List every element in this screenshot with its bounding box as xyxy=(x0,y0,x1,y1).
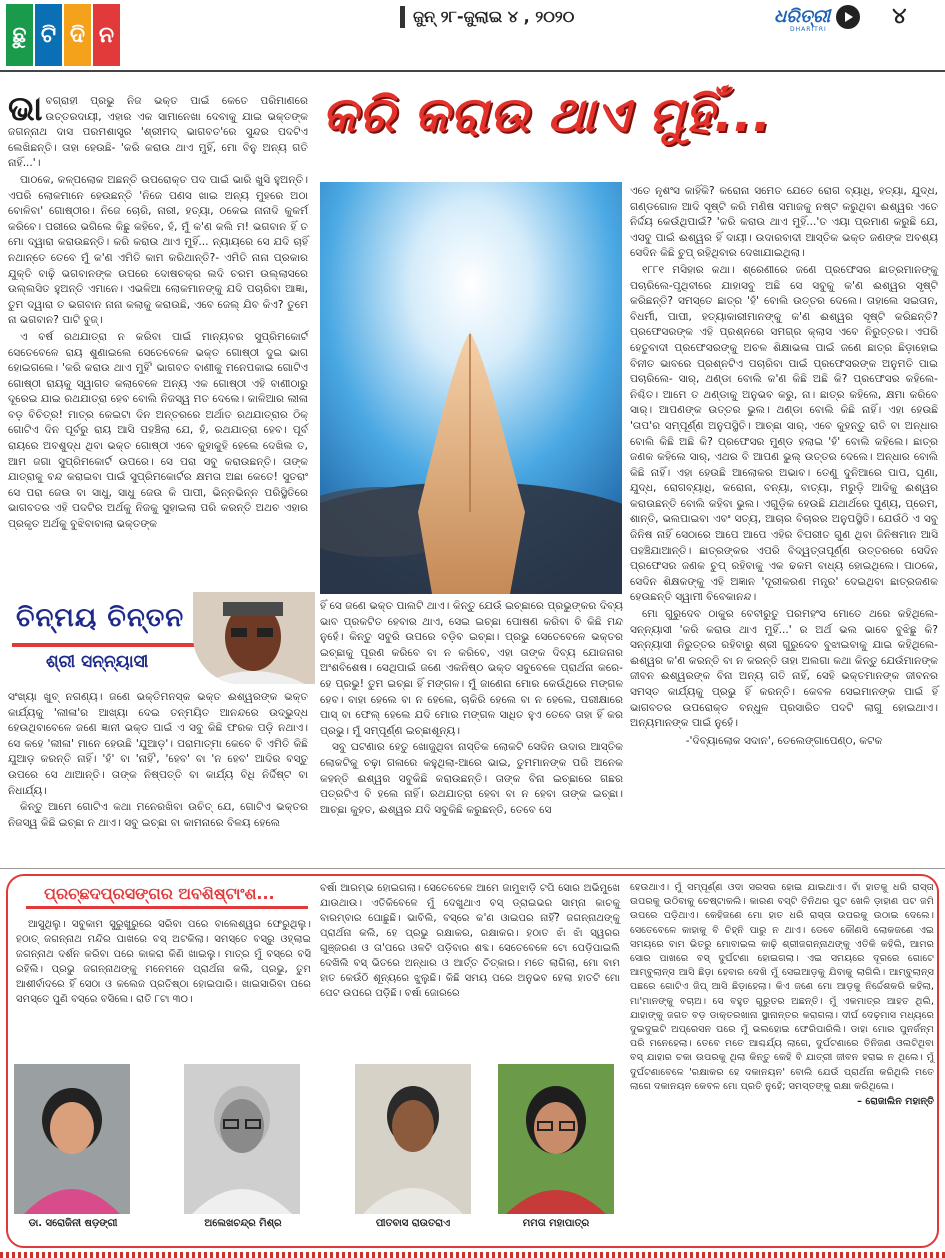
article-paragraph: ଏତେ ନୃଶଂସ କାହିଁକି? କରୋନା ସମେତ ଯେତେ ରୋଗ ବ୍ୟାଧି, ହତ୍ୟା, ଯୁଦ୍ଧ, ଗଣ୍ଡଗୋଳ ଆଦି ସୃଷ୍ଟି କରି ମଣିଷ ସମାଜକୁ ନଷ୍ଟ କରୁଥିବା ଈଶ୍ୱର ଏତେ ନିର୍ଦ୍ଦୟ କେଉଁଥିପାଇଁ? 'କରି କରାଉ ଥାଏ ମୁହିଁ...'ତ ଏୟା ପ୍ରମାଣ କରୁଛି ଯେ, ଏସବୁ ପାଇଁ ଈଶ୍ୱର ହିଁ ଦାୟୀ। ଉଦାରବାଦୀ ଆସ୍ତିକ ଭକ୍ତ ଜଣଙ୍କ ଅବଶ୍ୟ ସେଦିନ କିଛି ଚୁପ୍ ରହିଥିବାର ଦେଖାଯାଇଥିଲା। xyxy=(630,185,938,260)
play-icon xyxy=(836,5,860,29)
section-divider xyxy=(0,868,945,869)
continuation-column-2 xyxy=(320,881,620,1002)
header-rule xyxy=(0,70,945,72)
brand-logo: ଧରିତ୍ରୀ xyxy=(774,6,831,27)
continuation-title-underline xyxy=(26,906,308,909)
author-photo xyxy=(193,592,315,684)
column-logo-title: ଚିନ୍ମୟ ଚିନ୍ତନ xyxy=(16,603,185,633)
portrait-caption-1: ଡା. ସରୋଜିନୀ ଷଡ଼ଙ୍ଗୀ xyxy=(28,1218,118,1229)
masthead xyxy=(6,4,122,68)
portrait-3 xyxy=(355,1064,471,1214)
article-headline: କରି କରାଉ ଥାଏ ମୁହିଁ... xyxy=(322,87,772,143)
article-column-2-lower xyxy=(320,599,623,819)
article-column-1 xyxy=(8,89,308,534)
masthead-letter-3: ଦି xyxy=(64,4,91,66)
author-address: -'ଦିବ୍ୟାଲୋକ ସଦାନ', ତେଲେଙ୍ଗାପେଣ୍ଠ, କଟକ xyxy=(685,734,883,747)
continuation-signature: – ରୋଜାଲିନ ମହାନ୍ତି xyxy=(857,1096,934,1108)
prayer-hands-image xyxy=(320,182,622,594)
portrait-4 xyxy=(498,1064,614,1214)
author-name: ଶ୍ରୀ ସନ୍ନ୍ୟାସୀ xyxy=(46,652,149,672)
portrait-caption-4: ମମତା ମହାପାତ୍ର xyxy=(522,1218,590,1229)
column-logo-rule xyxy=(12,643,196,647)
date-bar xyxy=(400,6,405,28)
continuation-column-3 xyxy=(630,881,934,1110)
article-paragraph: ପାଠକେ, କଳ୍ପଲୋକ ଅଛନ୍ତି ଉପରୋକ୍ତ ପଦ ପାଇଁ ଭାରି ଖୁସି ହୁଅନ୍ତି। ଏପରି ଲୋକମାନେ ହେଉଛନ୍ତି 'ନିଜେ ପଣସ ଖାଇ ଅନ୍ୟ ମୁହରେ ଅଠା ବୋଳିବା' ଗୋଷ୍ଠୀର। ନିଜେ ଚୋରି, ନାରୀ, ହତ୍ୟା, ଠକେଇ ନାନାଦି କୁକର୍ମ କରିବେ। ପରୀରେ ଭଗିଲେ କିଛୁ କହିବେ, ହଁ, ମୁଁ କ'ଣ କଲି ମ! ଭଗବାନ ହିଁ ତ ମୋ ଦ୍ୱାରା କରାଉଛନ୍ତି। କରି କରାଉ ଥାଏ ମୁହିଁ... ନ୍ୟାୟରେ ସେ ଯଦି ଚାହିଁ ନଥାନ୍ତେ ତେବେ ମୁଁ କ'ଣ ଏମିତି କାମ କରିଥାନ୍ତି?- ଏମିତି ନାନା ପ୍ରକାର ଯୁକ୍ତି ବାଢ଼ି ଭଗବାନଙ୍କ ଉପରେ ଦୋଷଚକ୍ର ଲଦି ଚରମ ଉଲ୍ଲାସରେ ଉଲ୍ଲସିତ ହୁଅନ୍ତି ଏମାନେ। ଏଭଳିଆ ଲୋକମାନଙ୍କୁ ଯଦି ପଚାରିବା ଆଜ୍ଞା, ତୁମ ଦ୍ୱାରା ତ ଭଗବାନ ନାନା କଲାକୁ କରାଉଛି, ଏବେ ଜେଲ୍ ଯିବ କିଏ? ତୁମେ ନା ଭଗବାନ? ପାଟି ବୁଜ୍। xyxy=(8,173,308,327)
continuation-paragraph: ବର୍ଷା ଆରମ୍ଭ ହୋଇଗଲା। ସେତେବେଳେ ଆମେ ଜାମୁଝାଡ଼ି ଟପି ସୋର ଅଭିମୁଖେ ଯାଉଥାଉ। ଏତିକିବେଳେ ମୁଁ ଦେଖୁଥାଏ ବସ୍ ଡ୍ରାଇଭର ସାମ୍ନା କାଚକୁ ବାରମ୍ବାର ପୋଛୁଛି। ଭାବିଲି, ବସ୍‌ରେ କ'ଣ ଓାଇପର ନାହିଁ? ଜଗନ୍ନାଥଙ୍କୁ ପ୍ରାର୍ଥନା କଲି, ହେ ପ୍ରଭୁ ରକ୍ଷାକର, ରକ୍ଷାକର। ହଠାତ ଝାଁ ଝାଁ ସ୍ୱରର ଗୁଞ୍ଜରଣ ଓ ତା'ପରେ ଓଳଟି ପଡ଼ିବାର ଶବ୍ଦ। ସେତେବେଳେ ଟୋ ପେଡ଼ିପାଇଲି ଦେଖିଲି ବସ୍ ଭିତରେ ଅନ୍ଧାର ଓ ଆର୍ତ୍ତ ଚିତ୍କାର। ମତେ ଲାଗିଲା, ମୋ ବାମ ହାତ କେଉଁଠି ଶୂନ୍ୟରେ ଝୁଲୁଛି। କିଛି ସମୟ ପରେ ଅନୁଭବ ହେଲା ହାତଟି ମୋ ପେଟ ଉପରେ ପଡ଼ିଛି। ବର୍ଷା ଜୋରରେ xyxy=(320,883,620,999)
article-paragraph: ମୋ ଗୁରୁଦେବ ଠାକୁର ବେବୀରୁତୁ ପରମହଂସ ମୋତେ ଥରେ କହିଥିଲେ-ସନ୍ନ୍ୟାସୀ 'କରି କରାଉ ଥାଏ ମୁହିଁ...' ର ଅର୍ଥ ଭଲ ଭାବେ ବୁଝିଛୁ କି? ସନ୍ନ୍ୟାସୀ ନିରୁତ୍ତର ରହିବାରୁ ଶ୍ରୀ ଗୁରୁଦେବ ବୁଝାଇବାକୁ ଯାଇ କହିଥିଲେ-ଈଶ୍ୱର କ'ଣ କରନ୍ତି ବା ନ କରନ୍ତି ତାହା ଅଲଗା କଥା କିନ୍ତୁ ଯେଉଁମାନଙ୍କ ଜୀବନ ଈଶ୍ୱରଙ୍କ ବିନା ଅନ୍ୟ ଗତି ନାହିଁ, ସେହି ଭକ୍ତମାନଙ୍କ ଜୀବନର ସମସ୍ତ କାର୍ଯ୍ୟକୁ ପ୍ରଭୁ ହିଁ କରନ୍ତି। କେବଳ ସେଇମାନଙ୍କ ପାଇଁ ହିଁ ଭାଗବତର ଉପରୋକ୍ତ ବନ୍ଧୁଳ ପ୍ରସାରିତ ପଦଟି ଲାଗୁ ହୋଇଥାଏ। ଅନ୍ୟମାନଙ୍କ ପାଇଁ ନୁହେଁ। xyxy=(630,608,938,730)
article-paragraph: ସବୁ ଘଟଣାର ହେତୁ ଖୋଜୁଥିବା ନାସ୍ତିକ ଲୋକଟି ସେଦିନ ଉଦାର ଆସ୍ତିକ ଲୋକଟିକୁ ଚଢ଼ା ଗଳାରେ କହୁଥିଲା-ଆରେ ଭାଇ, ତୁମମାନଙ୍କ ପରି ଅନେକ କହନ୍ତି ଈଶ୍ୱର ସବୁକିଛି କରାଉଛନ୍ତି। ତାଙ୍କ ବିନା ଇଚ୍ଛାରେ ଗଛର ପତ୍ରଟିଏ ବି ହଲେ ନାହିଁ। ରଥଯାତ୍ରା ହେବା ବା ନ ହେବା ତାଙ୍କ ଇଚ୍ଛା। ଆଚ୍ଛା କୁହତ, ଈଶ୍ୱର ଯଦି ସବୁକିଛି କରୁଛନ୍ତି, ତେବେ ସେ xyxy=(320,741,623,816)
article-paragraph: କିନ୍ତୁ ଆମେ ଗୋଟିଏ କଥା ମନେରଖିବା ଉଚିତ୍ ଯେ, ଗୋଟିଏ ଭକ୍ତର ନିଜସ୍ୱ କିଛି ଇଚ୍ଛା ନ ଥାଏ। ସବୁ ଇଚ୍ଛା ବା କାମନାରେ ବିଳୟ ହେଲେ xyxy=(8,801,308,829)
article-paragraph: ୧୮୮୧ ମସିହାର କଥା। ଶ୍ରେଣୀରେ ଜଣେ ପ୍ରଫେସର ଛାତ୍ରମାନଙ୍କୁ ପଚାରିଲେ-ପୃଥିବୀରେ ଯାହାସବୁ ଅଛି ସେ ସବୁକୁ କ'ଣ ଈଶ୍ୱର ସୃଷ୍ଟି କରିଛନ୍ତି? ସମସ୍ତେ ଛାତ୍ର 'ହଁ' ବୋଲି ଉତ୍ତର ଦେଲେ। ତାହାଲେ ସଇତାନ, ବିଧର୍ମୀ, ପାପୀ, ହତ୍ୟାକାରୀମାନଙ୍କୁ କ'ଣ ଈଶ୍ୱର ସୃଷ୍ଟି କରିଛନ୍ତି? ପ୍ରଫେସରଙ୍କ ଏହି ପ୍ରଶ୍ନରେ ସମଗ୍ର କ୍ଲାସ ଏବେ ନିରୁତ୍ତର। ଏପରି ହେତୁବାଦୀ ପ୍ରଫେସରଙ୍କୁ ଅଚଳ ଶିକ୍ଷାଭଳା ପାଇଁ ଜଣେ ଛାତ୍ର ଛିଡ଼ାହୋଇ ବିନୀତ ଭାବରେ ପ୍ରଶ୍ନଟିଏ ପଚାରିବା ପାଇଁ ପ୍ରଫେସରଙ୍କ ଅନୁମତି ପାଇ ପଚାରିଲେ- ସାର୍, ଥଣ୍ଡା ବୋଲି କ'ଣ କିଛି ଅଛି କି? ପ୍ରଫେସର କହିଲେ-ନିଶ୍ଚିତ। ଆମେ ତ ଥଣ୍ଡାକୁ ଅନୁଭବ କରୁ, ନା। ଛାତ୍ର କହିଲେ, କ୍ଷମା କରିବେ ସାର୍। ଆପଣଙ୍କ ଉତ୍ତର ଭୁଲ। ଥଣ୍ଡା ବୋଲି କିଛି ନାହିଁ। ଏହା ହେଉଛି 'ତାପ'ର ସମ୍ପୂର୍ଣ୍ଣ ଅନୁପସ୍ଥିତି। ଆଚ୍ଛା ସାର୍, ଏବେ କୁହନ୍ତୁ ରାତି ବା ଅନ୍ଧାର ବୋଲି କିଛି ଅଛି କି? ପ୍ରଫେସର ମୁଣ୍ଡ ହଲାଇ 'ହଁ' ବୋଲି କହିଲେ। ଛାତ୍ର ଜଣକ କହିଲେ ସାର୍, ଏଥର ବି ଆପଣ ଭୁଲ୍ ଉତ୍ତର ଦେଲେ। ଅନ୍ଧାର ବୋଲି କିଛି ନାହିଁ। ଏହା ହେଉଛି ଆଲୋକର ଅଭାବ। ତେଣୁ ଦୁନିଆରେ ପାପ, ଘୃଣା, ଯୁଦ୍ଧ, ରୋଗବ୍ୟାଧି, କରୋନା, ବନ୍ୟା, ବାତ୍ୟା, ମରୁଡ଼ି ଆଦିକୁ ଈଶ୍ୱର କରାଉଛନ୍ତି ବୋଲି କହିବା ଭୁଲ। ଏଗୁଡ଼ିକ ହେଉଛି ଯଥାର୍ଥରେ ପୁଣ୍ୟ, ପ୍ରେମ, ଶାନ୍ତି, ଭଲପାଇବା ଏବଂ ସତ୍ୟ, ଆଚାର ବିଚାରର ଅନୁପସ୍ଥିତି। ଯେଉଁଠି ଏ ସବୁ ଜିନିଷ ନାହିଁ ସେଠାରେ ଆପେ ଆପେ ଏହିର ବିପରୀତ ଗୁଣ ଥିବା ଜିନିଷମାନ ଆସି ପହଞ୍ଚିଯାଆନ୍ତି। ଛାତ୍ରଙ୍କର ଏପରି ବିଦ୍ୱତ୍ତାପୂର୍ଣ୍ଣ ଉତ୍ତରରେ ସେଦିନ ପ୍ରଫେସର ଜଣକ ଚୁପ୍ ରହିବାକୁ ଏକ ଢକମ ବାଧ୍ୟ ହୋଇଥିଲେ। ପାଠକେ, ସେଦିନ ଶିକ୍ଷକଙ୍କୁ ଏହି ଅଜ୍ଞାନ 'ଦୂରୀକରଣ ମନ୍ତ୍ର' ଦେଇଥିବା ଛାତ୍ରଜଣକ ହେଉଛନ୍ତି ସ୍ୱାମୀ ବିବେକାନନ୍ଦ। xyxy=(630,263,938,604)
article-column-3 xyxy=(630,184,938,750)
page-number: ୪ xyxy=(892,4,907,29)
issue-date: ଜୁନ୍ ୨୮-ଜୁଲାଇ ୪ , ୨୦୨୦ xyxy=(413,7,575,26)
date-line xyxy=(400,6,574,28)
portrait-2 xyxy=(184,1064,300,1214)
article-lead: ଭାବଗ୍ରାହୀ ପ୍ରଭୁ ନିଜ ଭକ୍ତ ପାଇଁ କେତେ ପରିମାଣରେ ଉତ୍ତରଦାୟୀ, ଏହାର ଏକ ସାମାନେଖା ଦେବାକୁ ଯାଇ ଭକ୍ତଙ୍କ ଜଗନ୍ନାଥ ଦାସ ପରମଶାସ୍ତ୍ର 'ଶ୍ରୀମଦ୍ ଭାଗବତ'ରେ ସୁନ୍ଦର ପଦଟିଏ ଲେଖିଛନ୍ତି। ତାହା ହେଉଛି- 'କରି କରାଉ ଥାଏ ମୁହିଁ, ମୋ ବିନୁ ଅନ୍ୟ ଗତି ନାହିଁ...'। xyxy=(8,89,308,170)
masthead-letter-1: ଛୁ xyxy=(6,4,33,66)
footer-dotted-band xyxy=(0,1252,945,1258)
masthead-letter-4: ନ xyxy=(93,4,120,66)
portrait-1 xyxy=(14,1064,130,1214)
continuation-paragraph: ଆସୁଥିଲୁ। ସବୁକାମ ସୁରୁଖୁରୁରେ ସରିବା ପରେ ବାଲେଶ୍ୱର ଫେରୁଥିଲୁ। ହଠାତ୍ ଜଗନ୍ନାଥ ମନ୍ଦିର ପାଖରେ ବସ୍ ଅଟକିଲା। ସମସ୍ତେ ବସ୍‌ରୁ ଓହ୍ଲାଇ ଜଗନ୍ନାଥ ଦର୍ଶନ କରିବା ପରେ କାକରା କିଣି ଖାଇଲୁ। ମାତ୍ର ମୁଁ ବସ୍‌ରେ ବସି ରହିଲି। ପ୍ରଭୁ ଜଗନ୍ନାଥଙ୍କୁ ମନେମନେ ପ୍ରାର୍ଥନା କଲି, ପ୍ରଭୁ, ତୁମ ଆଶୀର୍ବାଦରେ ହିଁ ସେଠା ଓ କଲେଜ ପ୍ରତିଷ୍ଠା ହୋଇପାରି। ଖାଇସାରିବା ପରେ ସମସ୍ତେ ପୁଣି ବସ୍‌ରେ ବସିଲେ। ରାତି ୮ଟା ୩୦। xyxy=(16,919,311,1005)
continuation-column-1 xyxy=(16,917,311,1008)
article-paragraph: ହିଁ ସେ ଜଣେ ଭକ୍ତ ପାଲଟି ଥାଏ। କିନ୍ତୁ ଯେଉଁ ଇଚ୍ଛାରେ ପ୍ରଭୁଙ୍କର ଦିବ୍ୟ ଭାବ ପ୍ରକଟିତ ହେବାର ଥାଏ, ସେଇ ଇଚ୍ଛା ପୋଷଣ କରିବା ବି କିଛି ମନ୍ଦ ନୁହେଁ। କିନ୍ତୁ ସବୁରି ଉପରେ ବଡ଼ିବ ଇଚ୍ଛା। ପ୍ରଭୁ ସେତେବେଳେ ଭକ୍ତର ଇଚ୍ଛାକୁ ପୂରଣ କରିବେ ବା ନ କରିବେ, ଏହା ତାଙ୍କ ଦିବ୍ୟ ଯୋଜନାର ଅଂଶବିଶେଷ। ସେଥିପାଇଁ ଜଣେ ଏକନିଷ୍ଠ ଭକ୍ତ ସବୁବେଳେ ପ୍ରାର୍ଥନା କରେ- ହେ ପ୍ରଭୁ! ତୁମ ଇଚ୍ଛା ହିଁ ମଙ୍ଗଳ। ମୁଁ ଜାଣେନା ମୋର କେଉଁଥିରେ ମଙ୍ଗଳ ହେବ। ବାହା ହେଲେ ବା ନ ହେଲେ, ଚାକିରି ହେଲେ ବା ନ ହେଲେ, ପରୀକ୍ଷାରେ ପାସ୍ ବା ଫେଲ୍ ହେଲେ ଯଦି ମୋର ମଙ୍ଗଳ ସାଧିତ ହୁଏ ତେବେ ତାହା ହିଁ କର ପ୍ରଭୁ। ମୁଁ ସମ୍ପୂର୍ଣ୍ଣ ଇଚ୍ଛାଶୂନ୍ୟ। xyxy=(320,600,623,737)
article-column-1-lower xyxy=(8,690,308,832)
brand-sub: DHARITRI xyxy=(790,26,827,33)
dropcap: ଭା xyxy=(8,89,43,129)
masthead-letter-2: ଟି xyxy=(35,4,62,66)
article-paragraph: ଏ ବର୍ଷ ରଥଯାତ୍ରା ନ କରିବା ପାଇଁ ମାନ୍ୟବର ସୁପ୍ରିମକୋର୍ଟ ସେତେବେଳେ ରାୟ ଶୁଣାଇଲେ ସେତେବେଳେ ଭକ୍ତ ଗୋଷ୍ଠୀ ଦୁଇ ଭାଗ ହୋଇଗଲେ। 'କରି କରାଉ ଥାଏ ମୁହିଁ' ଭାଗବତ ବାଣୀକୁ ମନେପକାଇ ଗୋଟିଏ ଗୋଷ୍ଠୀ ରାୟକୁ ସ୍ୱାଗତ କଲାବେଳେ ଅନ୍ୟ ଏକ ଗୋଷ୍ଠୀ ଏହି ବାଣୀଠାରୁ ଦୂରେଇ ଯାଇ ରଥଯାତ୍ରା ହେବ ବୋଲି ନିଜସ୍ୱ ମତ ଦେଲେ। କାଳିଆର ଲୀଳା ବଡ଼ ବିଚିତ୍ର! ମାତ୍ର କେଇଟା ଦିନ ଅନ୍ତରରେ ଅର୍ଥାତ ରଥଯାତ୍ରାର ଠିକ୍ ଗୋଟିଏ ଦିନ ପୂର୍ବରୁ ରାୟ ଆସି ପହଞ୍ଚିଲା ଯେ, ହଁ, ରଥଯାତ୍ରା ହେବ। ପୂର୍ବ ରାୟରେ ଅବଶୁଦ୍ଧ ଥିବା ଭକ୍ତ ଗୋଷ୍ଠୀ ଏବେ କୁହାକୁହି ହେଲେ ଦେଖିଲ ତ, ଆମ ଜଗା ସୁପ୍ରିମକୋର୍ଟ ଉପରେ। ସେ ପରା ସବୁ କରାଉଛନ୍ତି। ତାଙ୍କ ଯାତ୍ରାକୁ ବନ୍ଦ କରାଇବା ପାଇଁ ସୁପ୍ରିମକୋର୍ଟର କ୍ଷମତା ଅଛା କେତେ! ସୁତରାଂ ସେ ପରା ଜେଉ ବା ସାଧୁ, ସାଧୁ ଜେଉ କି ପାପୀ, ଭିନ୍ନଭିନ୍ନ ପରିସ୍ଥିତିରେ ଭାଗବତର ଏହି ପଦଟିର ଅର୍ଥକୁ ନିଜକୁ ସୁହାଇଲା ପରି କରନ୍ତି ଅଥଚ ଏହାର ପ୍ରକୃତ ଅର୍ଥକୁ ବୁଝିବାବାଲା ଭକ୍ତଙ୍କ xyxy=(8,330,308,531)
continuation-title: ପ୍ରଚ୍ଛଦପ୍ରସଙ୍ଗର ଅବଶିଷ୍ଟାଂଶ... xyxy=(44,884,275,903)
continuation-paragraph: ହେଉଥାଏ। ମୁଁ ସମ୍ପୂର୍ଣ୍ଣ ଓଦା ସରସର ହୋଇ ଯାଇଥାଏ। ବାଁ ହାତକୁ ଧରି ରାସ୍ତା ଉପରକୁ ଉଠିବାକୁ ଚେଷ୍ଟାକଲି। କାରଣ ବସ୍‌ଟି ତିନିଥର ପୁଟ ଖେଳି ଡ଼ାହାଣ ପଟ ଜମି ଉପରେ ପଡ଼ିଥାଏ। କେହିଜଣେ ମୋ ହାତ ଧରି ରାସ୍ତା ଉପରକୁ ଉଠାଇ ଦେଲେ। ସେତେବେଳେ କାହାକୁ ବି ଚିହ୍ନି ପାରୁ ନ ଥାଏ। ଡେବେ କୌଣସି ଲୋକଜଣେ ଏଇ ସମୟରେ ବାମ ଭିତରୁ ମୋବାଇଲ କାଢ଼ି ଶ୍ରୀଜଗନ୍ନାଥଙ୍କୁ ଏତିକି କହିଲି, ଆମର ସୋର ପାଖରେ ବସ୍ ଦୁର୍ଘଟଣା ହୋଇଗଲା। ଏଇ ସମୟରେ ଦୂରରେ ଗୋଟେ ଆମ୍ବୁଲାନ୍ସ ଆସି ଛିଡ଼ା ହେବାର ଦେଖି ମୁଁ ସେଇଆଡ଼କୁ ଯିବାକୁ ଲାଗିଲି। ଆମ୍ବୁଲାନ୍ସ ପଛରେ ଗୋଟିଏ ଜିପ୍ ଆସି ଛିଡ଼ାହେଲା। କିଏ ଜଣେ ମୋ ଆଡ଼କୁ ନିର୍ଦ୍ଦେଶକରି କହିଲା, ମା'ମାନଙ୍କୁ ବଚାଅ। ସେ ବହୁତ ଗୁରୁତର ଅଛନ୍ତି। ମୁଁ ଏକମାତ୍ର ଆହତ ଥିଲି, ଯାହାଙ୍କୁ ଜଗତ ବଡ଼ ଡାକ୍ତରଖାନା ସ୍ଥାନାନ୍ତର କରାଗଲା। ଦୀର୍ଘ ଦେଢ଼ମାସ ମଧ୍ୟରେ ଦୁଇଦୁଇଟି ଅପ୍ରେସନ ପରେ ମୁଁ ଭଲହୋଇ ଫେରିପାରିଲି। ଡାହା ମୋର ପୁନର୍ଜନ୍ମ ପରି ମନେହେଲା। ତେବେ ମତେ ଆଶ୍ଚର୍ଯ୍ୟ ଲାଗେ, ଦୁର୍ଘଟଣାରେ ତିନିଜଣ ଓଲଟିଥିବା ବସ୍ ଯାହାର ଚକା ଉପରକୁ ଥିଲା କିନ୍ତୁ କେହି ବି ଯାତ୍ରୀ ଜୀବନ ହରାଇ ନ ଥିଲେ। ମୁଁ ଦୁର୍ଘଟଣାବେଳେ 'ରକ୍ଷାକର ହେ ଦକାନୟନ' ବୋଲି ଯେଉଁ ପ୍ରାର୍ଥନା କରିଥିଲି ମତେ ଲାଗେ ଦକାନୟନ କେବଳ ମୋ ପ୍ରତି ନୁହେଁ; ସମସ୍ତଙ୍କୁ ରକ୍ଷା କରିଥିଲେ। xyxy=(630,882,934,1092)
article-paragraph: ସଂଖ୍ୟା ଖୁବ୍ ନଗଣ୍ୟ। ଜଣେ ଭକ୍ତିମନସ୍କ ଭକ୍ତ ଈଶ୍ୱରଙ୍କ ଭକ୍ତ କାର୍ଯ୍ୟକୁ 'ଲୀଳା'ର ଆଖ୍ୟା ଦେଇ ତନ୍ମୟିତ ଆନନ୍ଦରେ ଉଦ୍ଭୁଦ୍ଧ ହେଉଥିବାବେଳେ ଜଣେ ଜ୍ଞାନୀ ଭକ୍ତ ପାଇଁ ଏ ସବୁ କିଛି ଫରକ ପଡ଼ି ନଥାଏ। ସେ କହେ 'ଲୀଳା' ମାନେ ହେଉଛି 'ଯୁଆଡ଼'। ପରାମାତ୍ମା କେବେ ବି ଏମିତି କିଛି ଯୁଆଡ଼ କରନ୍ତି ନାହିଁ। 'ହଁ' ବା 'ନାହିଁ', 'ହେବ' ବା 'ନ ହେବ' ଆଦିର ବସ୍ତୁ ଉପରେ ସେ ଥାଆନ୍ତି। ତାଙ୍କ ନିଷ୍ପତ୍ତି ବା କାର୍ଯ୍ୟ ବିଧି ନିର୍ଦ୍ଦିଷ୍ଟ ବା ନିଧାର୍ଯ୍ୟ। xyxy=(8,691,308,797)
portrait-caption-2: ଅଲେଖଚନ୍ଦ୍ର ମିଶ୍ର xyxy=(204,1218,282,1229)
portrait-caption-3: ପୀତବାସ ରାଉତରାଏ xyxy=(375,1218,451,1229)
